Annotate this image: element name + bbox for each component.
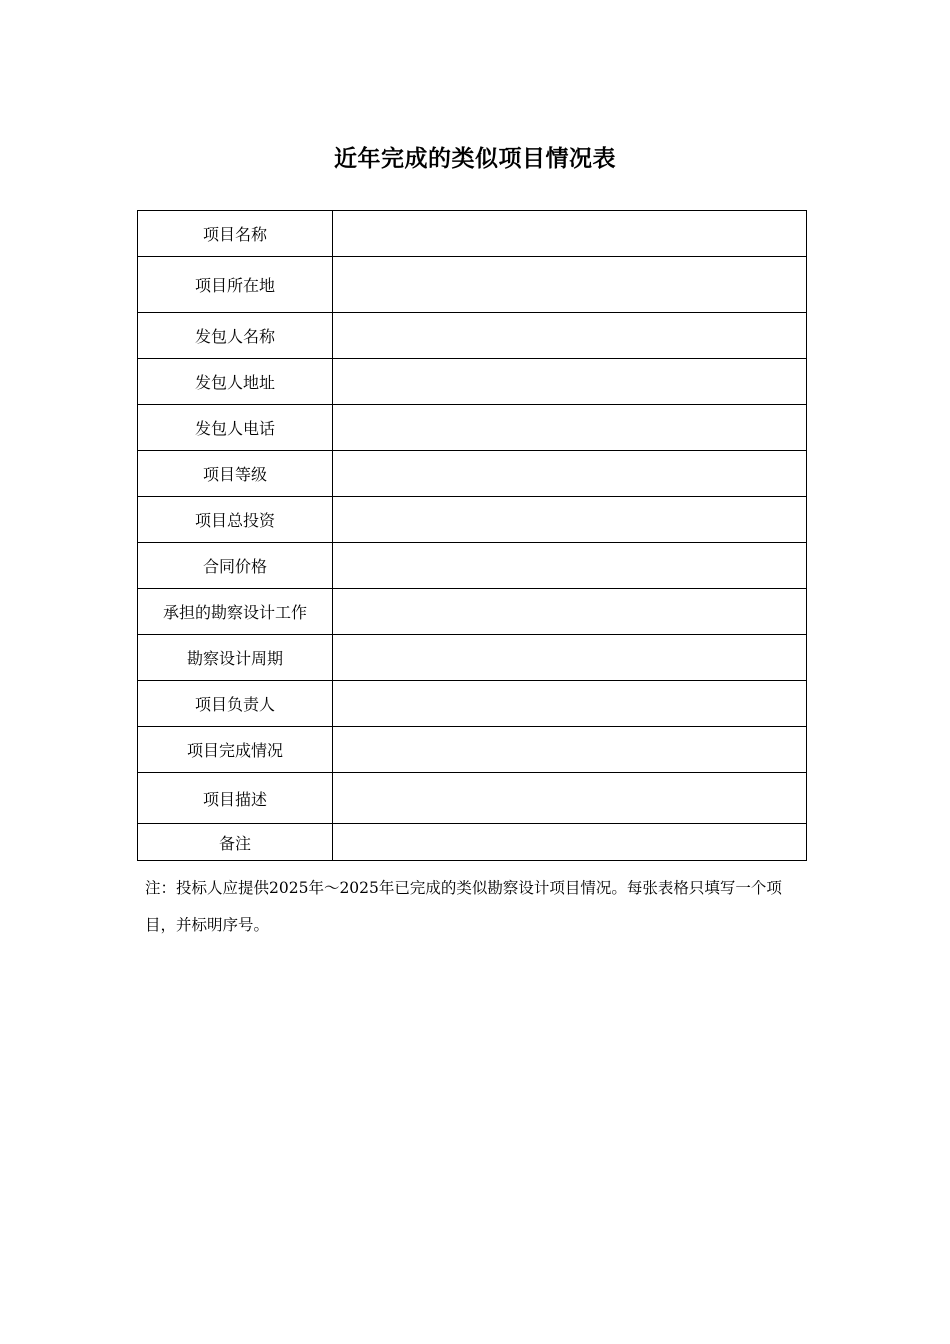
row-value-project-grade[interactable] bbox=[333, 451, 807, 497]
row-label-employer-address: 发包人地址 bbox=[138, 359, 333, 405]
table-row bbox=[138, 727, 807, 773]
table-row bbox=[138, 635, 807, 681]
row-label-survey-design-period: 勘察设计周期 bbox=[138, 635, 333, 681]
row-label-project-grade: 项目等级 bbox=[138, 451, 333, 497]
table-row bbox=[138, 824, 807, 861]
row-label-contract-price: 合同价格 bbox=[138, 543, 333, 589]
row-value-contract-price[interactable] bbox=[333, 543, 807, 589]
row-label-remarks: 备注 bbox=[138, 824, 333, 861]
row-value-survey-design-period[interactable] bbox=[333, 635, 807, 681]
page-title: 近年完成的类似项目情况表 bbox=[334, 146, 616, 172]
row-value-employer-phone[interactable] bbox=[333, 405, 807, 451]
table-row bbox=[138, 359, 807, 405]
row-label-total-investment: 项目总投资 bbox=[138, 497, 333, 543]
footnote: 注：投标人应提供2025年～2025年已完成的类似勘察设计项目情况。每张表格只填写一个项目，并标明序号。 bbox=[145, 879, 782, 934]
row-value-employer-name[interactable] bbox=[333, 313, 807, 359]
row-label-survey-design-work: 承担的勘察设计工作 bbox=[138, 589, 333, 635]
row-value-remarks[interactable] bbox=[333, 824, 807, 861]
row-label-project-location: 项目所在地 bbox=[138, 257, 333, 313]
row-label-employer-name: 发包人名称 bbox=[138, 313, 333, 359]
row-value-project-location[interactable] bbox=[333, 257, 807, 313]
table-row bbox=[138, 681, 807, 727]
row-value-completion-status[interactable] bbox=[333, 727, 807, 773]
row-value-employer-address[interactable] bbox=[333, 359, 807, 405]
project-info-table bbox=[137, 210, 807, 861]
table-row bbox=[138, 313, 807, 359]
table-row bbox=[138, 497, 807, 543]
row-label-project-leader: 项目负责人 bbox=[138, 681, 333, 727]
row-label-project-name: 项目名称 bbox=[138, 211, 333, 257]
row-value-survey-design-work[interactable] bbox=[333, 589, 807, 635]
table-row bbox=[138, 211, 807, 257]
table-row bbox=[138, 589, 807, 635]
row-value-project-description[interactable] bbox=[333, 773, 807, 824]
table-row bbox=[138, 543, 807, 589]
table-row bbox=[138, 451, 807, 497]
row-label-employer-phone: 发包人电话 bbox=[138, 405, 333, 451]
table-row bbox=[138, 773, 807, 824]
row-value-project-name[interactable] bbox=[333, 211, 807, 257]
row-label-completion-status: 项目完成情况 bbox=[138, 727, 333, 773]
row-value-project-leader[interactable] bbox=[333, 681, 807, 727]
table-row bbox=[138, 257, 807, 313]
table-row bbox=[138, 405, 807, 451]
row-value-total-investment[interactable] bbox=[333, 497, 807, 543]
row-label-project-description: 项目描述 bbox=[138, 773, 333, 824]
